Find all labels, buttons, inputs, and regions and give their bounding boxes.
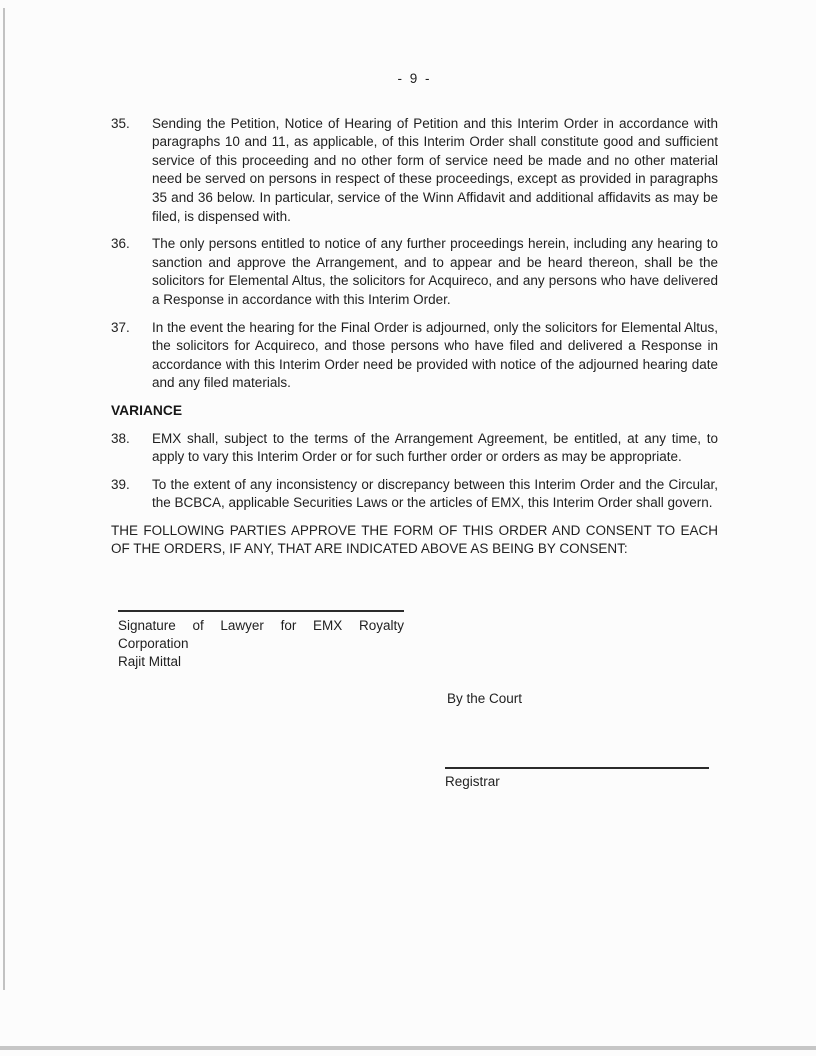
paragraph-38-text: EMX shall, subject to the terms of the Arrangement Agreement, be entitled, at any time, to apply to vary this Interim Order or for such further order or orders as may be appropriate. (152, 430, 718, 465)
paragraph-36-text: The only persons entitled to notice of any further proceedings herein, including any hearing to sanction and approve the Arrangement, and to appear and be heard thereon, shall be the solicitors for Elemental Altus, the solicitors for Acquireco, and any persons who have delivered a Response in accordance with this Interim Order. (152, 236, 718, 307)
by-the-court-label: By the Court (447, 691, 523, 706)
paragraph-38 (111, 430, 718, 467)
lawyer-signature-block (118, 610, 404, 671)
page-number: - 9 - (397, 71, 432, 86)
paragraph-36 (111, 235, 718, 309)
lawyer-signature-name: Rajit Mittal (118, 654, 182, 669)
paragraph-35-number: 35. (111, 115, 130, 131)
paragraph-36-number: 36. (111, 236, 130, 252)
registrar-label: Registrar (445, 774, 500, 789)
paragraph-38-number: 38. (111, 430, 130, 446)
variance-heading: VARIANCE (111, 402, 183, 418)
paragraph-37-text: In the event the hearing for the Final Order is adjourned, only the solicitors for Elemental Altus, the solicitors for Acquireco, and those persons who have filed and delivered a Response in accordance with this Interim Order need be provided with notice of the adjourned hearing date and any filed materials. (152, 319, 718, 391)
scan-artifact-bottom-line (0, 1046, 816, 1050)
paragraph-35-text: Sending the Petition, Notice of Hearing of Petition and this Interim Order in accordance with paragraphs 10 and 11, as applicable, of this Interim Order shall constitute good and sufficient service of this proceeding and no other form of service need be made and no other material need be served on persons in respect of these proceedings, except as provided in paragraphs 35 and 36 below. In particular, service of the Winn Affidavit and additional affidavits as may be filed, is dispensed with. (152, 115, 718, 224)
registrar-signature-line (445, 767, 709, 769)
document-content (111, 0, 718, 559)
registrar-signature-block (445, 767, 709, 791)
paragraph-39-number: 39. (111, 476, 130, 492)
paragraph-39-text: To the extent of any inconsistency or discrepancy between this Interim Order and the Circular, the BCBCA, applicable Securities Laws or the articles of EMX, this Interim Order shall govern. (152, 476, 718, 511)
lawyer-signature-caption: Signature of Lawyer for EMX Royalty Corporation (118, 618, 404, 651)
paragraph-39 (111, 476, 718, 513)
paragraph-35 (111, 115, 718, 227)
scan-artifact-left-line (3, 8, 5, 990)
paragraph-37-number: 37. (111, 319, 130, 335)
paragraph-37 (111, 319, 718, 393)
consent-statement: THE FOLLOWING PARTIES APPROVE THE FORM OF THIS ORDER AND CONSENT TO EACH OF THE ORDERS, IF ANY, THAT ARE INDICATED ABOVE AS BEING BY CONSENT: (111, 522, 718, 557)
lawyer-signature-line (118, 610, 404, 612)
